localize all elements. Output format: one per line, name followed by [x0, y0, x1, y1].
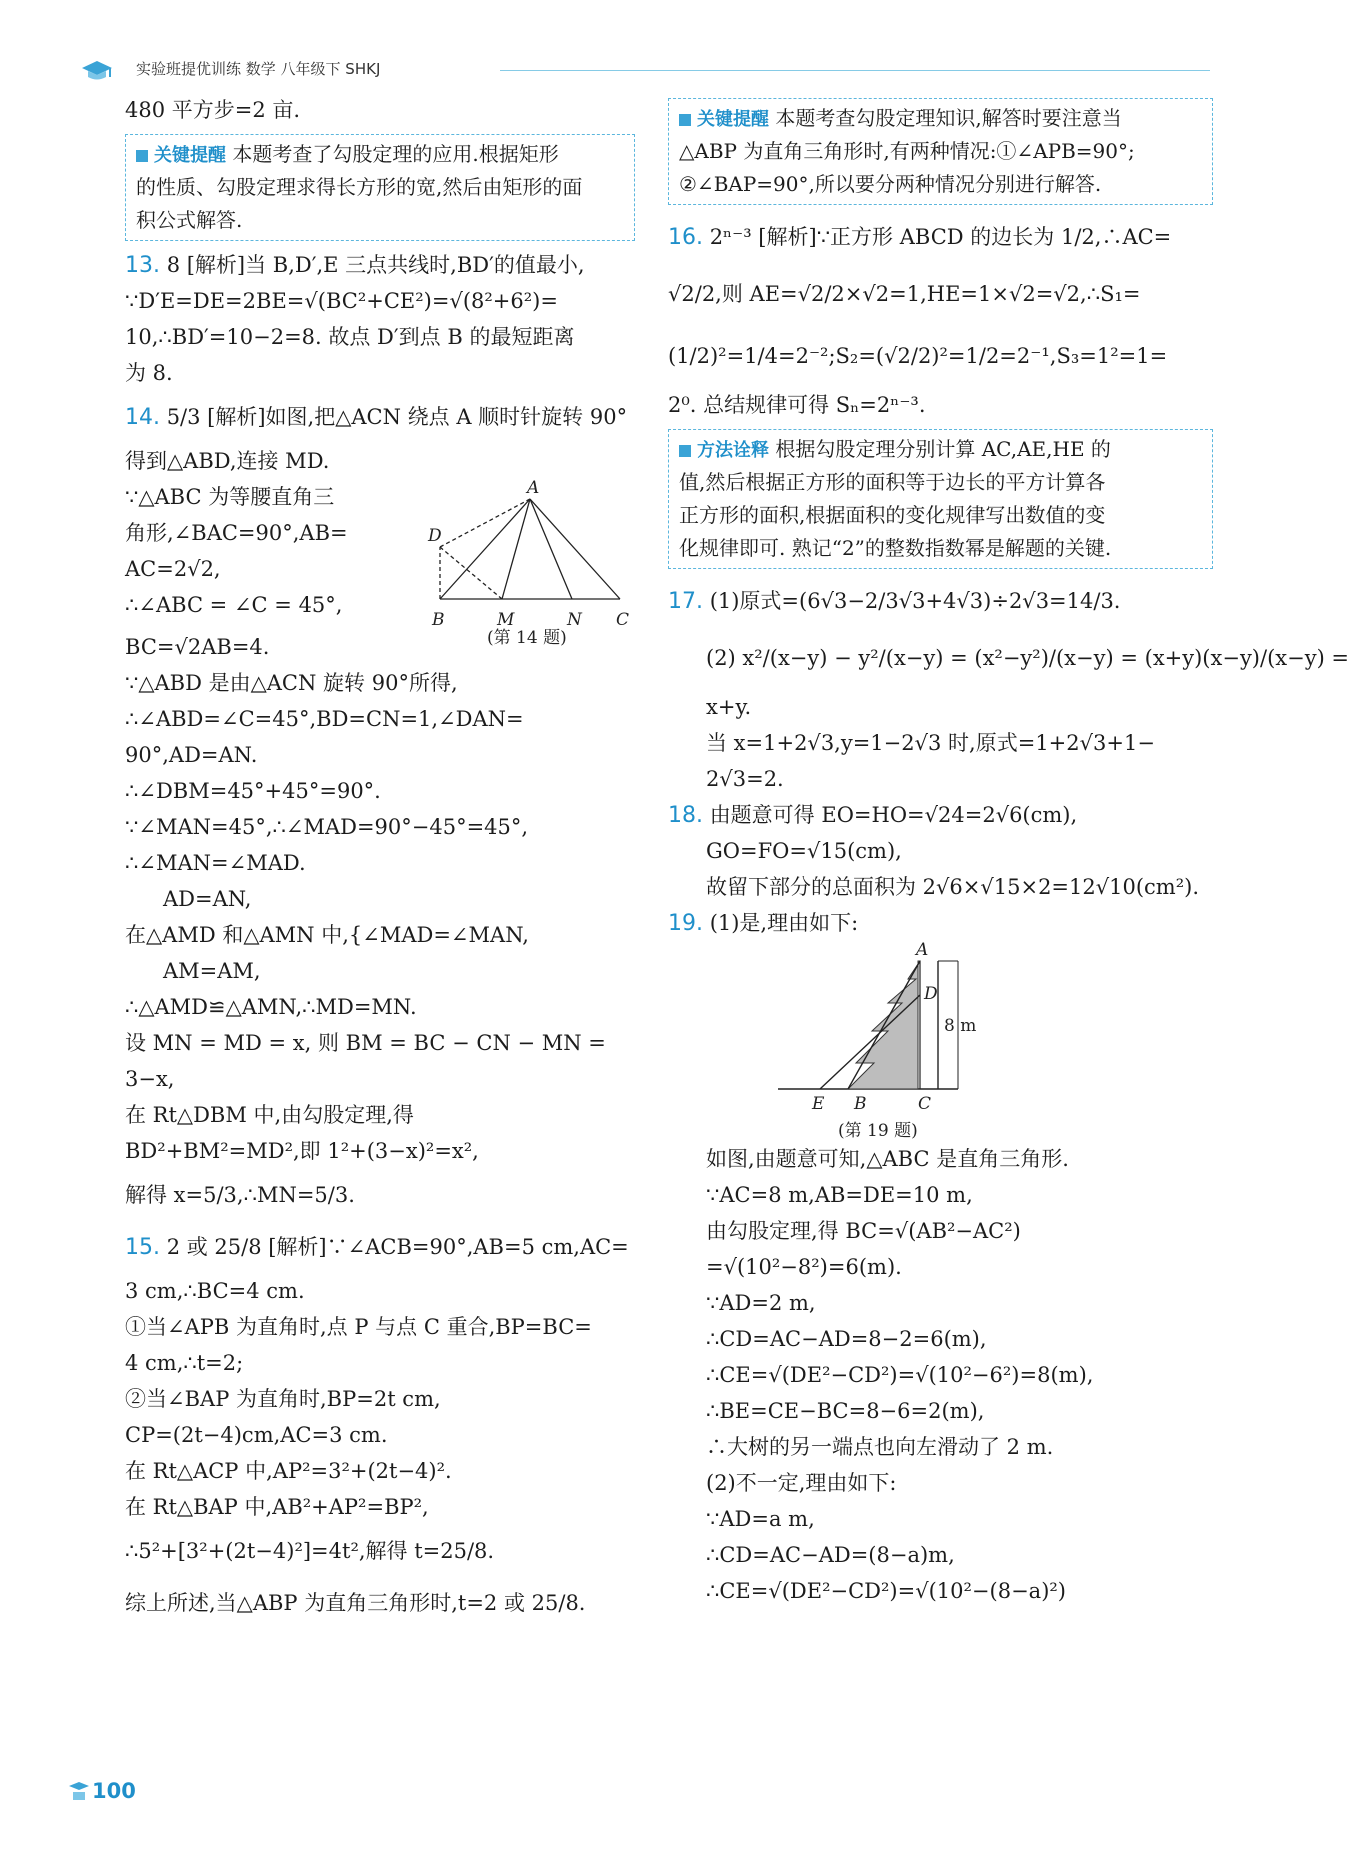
tip-line: [679, 433, 1202, 466]
text-line: =√(10²−8²)=6(m).: [706, 1255, 902, 1279]
text-line: 90°,AD=AN.: [125, 743, 258, 767]
text-line: √2/2,则 AE=√2/2×√2=1,HE=1×√2=√2,∴S₁=: [668, 282, 1141, 306]
tip-line: [679, 168, 1202, 201]
problem-number: 16.: [668, 225, 703, 250]
problem-line: [125, 247, 635, 283]
tip-text: △ABP 为直角三角形时,有两种情况:①∠APB=90°;: [679, 139, 1135, 163]
text-line: ∴∠DBM=45°+45°=90°.: [125, 779, 381, 803]
problem-line: [125, 391, 635, 443]
text-line: 角形,∠BAC=90°,AB=: [125, 521, 348, 545]
text-line: 在△AMD 和△AMN 中,{∠MAD=∠MAN,: [125, 923, 529, 947]
right-column: [668, 92, 1349, 1609]
text-line: ②当∠BAP 为直角时,BP=2t cm,: [125, 1387, 441, 1411]
text-line: 4 cm,∴t=2;: [125, 1351, 244, 1375]
problem-text: 2 或 25/8 [解析]∵∠ACB=90°,AB=5 cm,AC=: [166, 1235, 629, 1259]
text-line: 当 x=1+2√3,y=1−2√3 时,原式=1+2√3+1−: [706, 731, 1155, 755]
problem-number: 18.: [668, 803, 703, 828]
tip-text: 根据勾股定理分别计算 AC,AE,HE 的: [775, 437, 1111, 461]
text-line: 在 Rt△DBM 中,由勾股定理,得: [125, 1103, 414, 1127]
text-line: GO=FO=√15(cm),: [706, 839, 902, 863]
figure-caption: (第 19 题): [838, 1121, 918, 1141]
page-number-icon: [68, 1780, 90, 1804]
text-line: ∴CD=AC−AD=(8−a)m,: [706, 1543, 955, 1567]
problem-number: 14.: [125, 405, 160, 430]
height-label: 8 m: [944, 1016, 977, 1036]
text-line: ∴CD=AC−AD=8−2=6(m),: [706, 1327, 987, 1351]
text-line: ∴∠ABD=∠C=45°,BD=CN=1,∠DAN=: [125, 707, 524, 731]
text-line: 2⁰. 总结规律可得 Sₙ=2ⁿ⁻³.: [668, 393, 926, 417]
point-label-a: A: [916, 940, 929, 960]
text-line: ∴∠MAN=∠MAD.: [125, 851, 306, 875]
tip-text: 本题考查勾股定理知识,解答时要注意当: [775, 106, 1122, 130]
problem-number: 17.: [668, 589, 703, 614]
book-title: 实验班提优训练 数学 八年级下 SHKJ: [136, 60, 381, 78]
text-line: 在 Rt△ACP 中,AP²=3²+(2t−4)².: [125, 1459, 452, 1483]
point-label-a: A: [527, 478, 540, 498]
tip-line: [136, 204, 624, 237]
point-label-b: B: [432, 610, 445, 630]
text-line: ∵AC=8 m,AB=DE=10 m,: [706, 1183, 973, 1207]
problem-text: (1)是,理由如下:: [709, 911, 859, 935]
text-line: 为 8.: [125, 361, 173, 385]
segment-ac: [530, 499, 620, 599]
tip-text: ②∠BAP=90°,所以要分两种情况分别进行解答.: [679, 172, 1102, 196]
point-label-m: M: [497, 610, 515, 630]
text-line: ∴CE=√(DE²−CD²)=√(10²−6²)=8(m),: [706, 1363, 1094, 1387]
problem-line: [668, 905, 1213, 941]
segment-dm: [440, 547, 502, 599]
graduation-cap-icon: [80, 58, 114, 82]
segment-ad: [440, 499, 530, 547]
tip-text: 正方形的面积,根据面积的变化规律写出数值的变: [679, 503, 1106, 527]
text-line: ∵AD=a m,: [706, 1507, 815, 1531]
text-line: CP=(2t−4)cm,AC=3 cm.: [125, 1423, 388, 1447]
text-line: AD=AN,: [163, 887, 252, 911]
text-line: ①当∠APB 为直角时,点 P 与点 C 重合,BP=BC=: [125, 1315, 592, 1339]
segment-an: [530, 499, 572, 599]
problem-text: (1)原式=(6√3−2/3√3+4√3)÷2√3=14/3.: [709, 589, 1121, 613]
page-number: 100: [92, 1779, 136, 1803]
tip-line: [679, 532, 1202, 565]
figure-14-diagram: [428, 478, 635, 648]
text-line: 10,∴BD′=10−2=8. 故点 D′到点 B 的最短距离: [125, 325, 575, 349]
text-line: 故留下部分的总面积为 2√6×√15×2=12√10(cm²).: [706, 875, 1200, 899]
text-line: ∴5²+[3²+(2t−4)²]=4t²,解得 t=25/8.: [125, 1539, 495, 1563]
tip-label: 关键提醒: [679, 109, 769, 130]
point-label-d: D: [924, 984, 938, 1004]
text-line: (1/2)²=1/4=2⁻²;S₂=(√2/2)²=1/2=2⁻¹,S₃=1²=1=: [668, 344, 1168, 368]
point-label-d: D: [428, 526, 442, 546]
tip-box: [668, 98, 1213, 205]
text-line: ∵∠MAN=45°,∴∠MAD=90°−45°=45°,: [125, 815, 529, 839]
text-line: ∵△ABC 为等腰直角三: [125, 485, 335, 509]
point-label-c: C: [918, 1094, 932, 1114]
text-line: BC=√2AB=4.: [125, 635, 270, 659]
tip-line: [679, 102, 1202, 135]
text-line: ∵D′E=DE=2BE=√(BC²+CE²)=√(8²+6²)=: [125, 289, 558, 313]
tip-box: [125, 134, 635, 241]
tip-line: [679, 135, 1202, 168]
problem-line: [125, 1221, 635, 1273]
left-column: [125, 92, 635, 1629]
text-line: ∴BE=CE−BC=8−6=2(m),: [706, 1399, 985, 1423]
tip-line: [679, 466, 1202, 499]
text-line: ∴△AMD≌△AMN,∴MD=MN.: [125, 995, 417, 1019]
problem-number: 15.: [125, 1235, 160, 1260]
tip-text: 本题考查了勾股定理的应用.根据矩形: [232, 142, 559, 166]
tip-label: 关键提醒: [136, 145, 226, 166]
text-line: (2) x²/(x−y) − y²/(x−y) = (x²−y²)/(x−y) = (x+y)(x−y)/(x−y) =: [706, 646, 1349, 670]
tip-text: 积公式解答.: [136, 208, 243, 232]
point-label-n: N: [567, 610, 582, 630]
text-line: ∵△ABD 是由△ACN 旋转 90°所得,: [125, 671, 458, 695]
text-line: 3 cm,∴BC=4 cm.: [125, 1279, 305, 1303]
problem-text: 8 [解析]当 B,D′,E 三点共线时,BD′的值最小,: [166, 253, 585, 277]
tip-label: 方法诠释: [679, 440, 769, 461]
tip-text: 值,然后根据正方形的面积等于边长的平方计算各: [679, 470, 1106, 494]
text-line: 设 MN = MD = x, 则 BM = BC − CN − MN =: [125, 1031, 606, 1055]
figure-19-block: [668, 941, 1213, 1141]
header-rule: [500, 70, 1210, 71]
point-label-c: C: [616, 610, 630, 630]
problem-number: 19.: [668, 911, 703, 936]
problem-line: [668, 575, 1213, 627]
tip-box: [668, 429, 1213, 569]
figure-caption: (第 14 题): [487, 628, 567, 648]
point-label-b: B: [854, 1094, 867, 1114]
text-line: (2)不一定,理由如下:: [706, 1471, 897, 1495]
text-line: 如图,由题意可知,△ABC 是直角三角形.: [706, 1147, 1069, 1171]
problem-text: 由题意可得 EO=HO=√24=2√6(cm),: [709, 803, 1078, 827]
problem-text: 5/3 [解析]如图,把△ACN 绕点 A 顺时针旋转 90°: [166, 405, 628, 429]
text-line: 由勾股定理,得 BC=√(AB²−AC²): [706, 1219, 1021, 1243]
text-line: 得到△ABD,连接 MD.: [125, 449, 330, 473]
problem-line: [668, 211, 1213, 263]
page-header: [80, 58, 1212, 82]
tip-line: [679, 499, 1202, 532]
figure-19-diagram: [768, 941, 1068, 1141]
problem-text: 2ⁿ⁻³ [解析]∵正方形 ABCD 的边长为 1/2,∴AC=: [709, 225, 1172, 249]
text-line: x+y.: [706, 695, 752, 719]
text-line: 2√3=2.: [706, 767, 784, 791]
tip-text: 的性质、勾股定理求得长方形的宽,然后由矩形的面: [136, 175, 583, 199]
text-line: 3−x,: [125, 1067, 175, 1091]
text-line: 综上所述,当△ABP 为直角三角形时,t=2 或 25/8.: [125, 1591, 586, 1615]
text-line: ∴CE=√(DE²−CD²)=√(10²−(8−a)²): [706, 1579, 1067, 1603]
text-line: ∴大树的另一端点也向左滑动了 2 m.: [706, 1435, 1054, 1459]
tip-text: 化规律即可. 熟记“2”的整数指数幂是解题的关键.: [679, 536, 1112, 560]
tip-line: [136, 171, 624, 204]
text-line: 480 平方步=2 亩.: [125, 98, 301, 122]
text-line: 解得 x=5/3,∴MN=5/3.: [125, 1183, 355, 1207]
problem-line: [668, 797, 1213, 833]
text-line: BD²+BM²=MD²,即 1²+(3−x)²=x²,: [125, 1139, 479, 1163]
text-line: ∴∠ABC = ∠C = 45°,: [125, 593, 343, 617]
text-line: AM=AM,: [163, 959, 261, 983]
text-line: AC=2√2,: [125, 557, 221, 581]
tip-line: [136, 138, 624, 171]
text-line: ∵AD=2 m,: [706, 1291, 816, 1315]
text-line: 在 Rt△BAP 中,AB²+AP²=BP²,: [125, 1495, 429, 1519]
problem-number: 13.: [125, 253, 160, 278]
point-label-e: E: [812, 1094, 825, 1114]
